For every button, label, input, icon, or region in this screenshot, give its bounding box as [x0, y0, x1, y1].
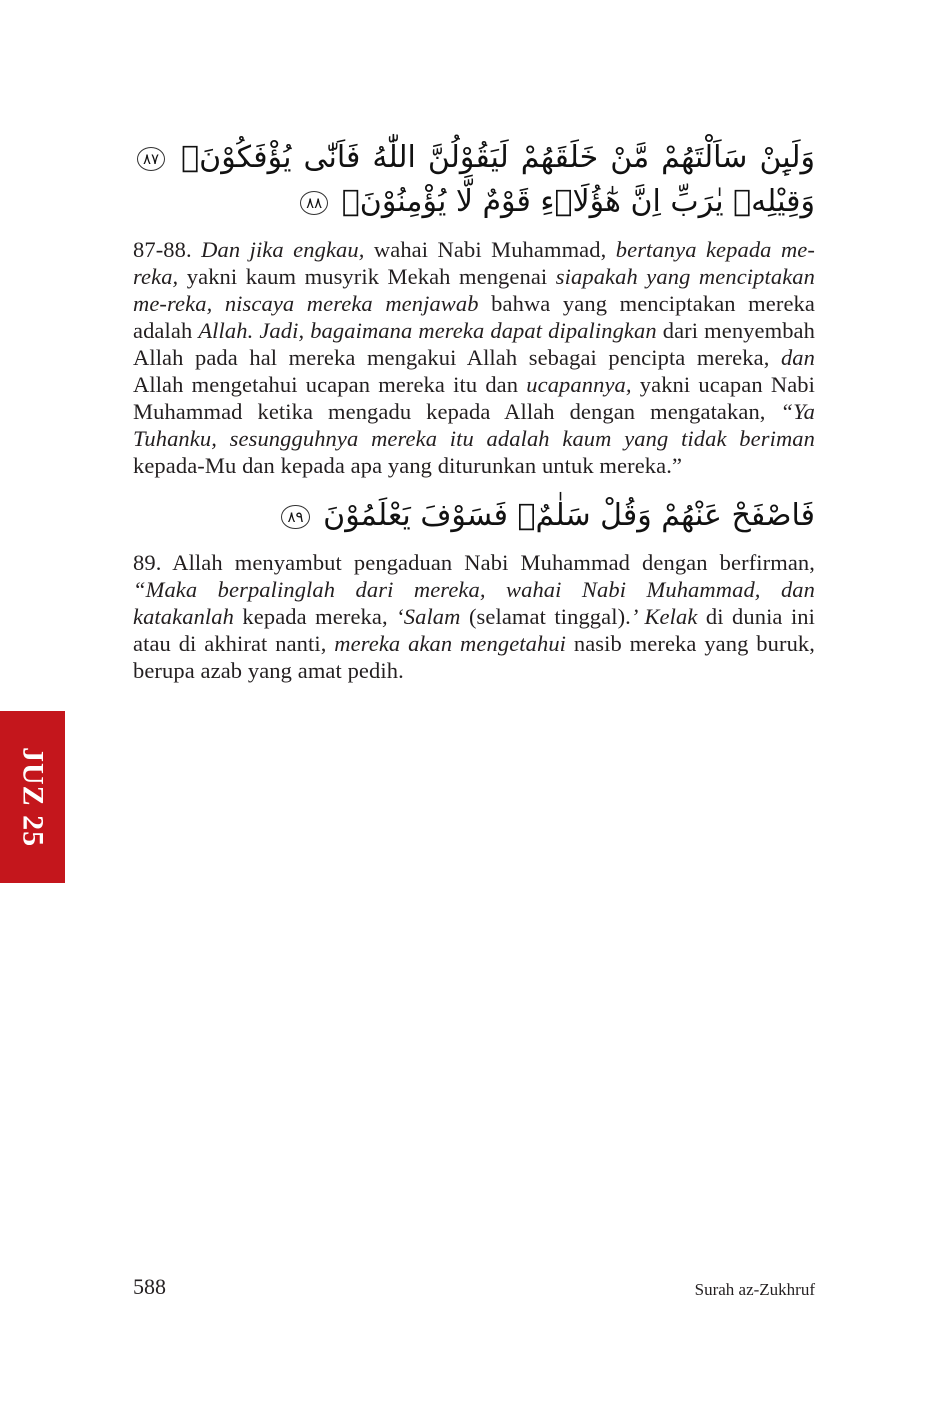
arabic-text-verse-87: وَلَىِٕنْ سَاَلْتَهُمْ مَّنْ خَلَقَهُمْ لَيَقُوْلُنَّ اللّٰهُ فَاَنّٰى يُؤْفَكُوْنَۙ: [181, 140, 815, 175]
quran-text: ucapannya,: [526, 372, 632, 397]
commentary-text: kepada-Mu dan kepada apa yang diturunkan untuk mereka.”: [133, 453, 683, 478]
arabic-text-verse-88: وَقِيْلِهٖ يٰرَبِّ اِنَّ هٰٓؤُلَاۤءِ قَوْمٌ لَّا يُؤْمِنُوْنَۘ: [341, 184, 815, 219]
arabic-text-verse-89: فَاصْفَحْ عَنْهُمْ وَقُلْ سَلٰمٌۗ فَسَوْفَ يَعْلَمُوْنَ: [323, 498, 815, 533]
quran-text: ‘Salam: [396, 604, 461, 629]
commentary-text: (selamat tinggal).: [460, 604, 631, 629]
page-number: 588: [133, 1274, 166, 1299]
quran-text: Dan jika engkau,: [201, 237, 365, 262]
quran-text: Allah. Jadi, bagaimana mereka dapat dipalingkan: [198, 318, 657, 343]
quran-text: bertanya kepada me-reka,: [133, 237, 815, 289]
quran-text: dan: [780, 345, 815, 370]
translation-verse-87-88: [133, 236, 815, 479]
commentary-text: Allah mengetahui ucapan mereka itu dan: [133, 372, 527, 397]
commentary-text: yakni kaum musyrik Mekah mengenai: [178, 264, 556, 289]
quran-text: siapakah yang menciptakan me-reka, niscaya mereka menjawab: [133, 264, 815, 316]
arabic-verse-87-88: [133, 136, 815, 224]
commentary-text: di dunia ini atau di akhirat nanti,: [133, 604, 815, 656]
quran-text: mereka akan mengetahui: [334, 631, 567, 656]
quran-text: ’ Kelak: [630, 604, 698, 629]
quran-text: “Maka berpalinglah dari mereka, wahai Nabi Muhammad, dan katakanlah: [133, 577, 815, 629]
commentary-text: dari menyembah Allah pada hal mereka mengakui Allah sebagai pencipta mereka,: [133, 318, 815, 370]
surah-name: Surah az-Zukhruf: [694, 1280, 815, 1299]
ayah-number-88: ٨٨: [300, 191, 328, 215]
commentary-text: kepada mereka,: [233, 604, 397, 629]
juz-label: JUZ 25: [16, 746, 50, 848]
translation-verse-89: [133, 549, 815, 684]
ayah-number-87: ٨٧: [137, 147, 165, 171]
arabic-verse-89: [133, 494, 815, 538]
commentary-text: nasib mereka yang buruk, berupa azab yang amat pedih.: [133, 631, 815, 683]
quran-text: “Ya Tuhanku, sesungguhnya mereka itu adalah kaum yang tidak beriman: [133, 399, 815, 451]
ayah-number-89: ٨٩: [281, 505, 309, 529]
juz-side-tab: [0, 711, 65, 883]
commentary-text: yakni ucapan Nabi Muhammad ketika mengadu kepada Allah dengan mengatakan,: [133, 372, 815, 424]
commentary-text: bahwa yang menciptakan mereka adalah: [133, 291, 815, 343]
commentary-text: 89. Allah menyambut pengaduan Nabi Muhammad dengan berfirman,: [133, 550, 815, 575]
commentary-text: wahai Nabi Muhammad,: [364, 237, 616, 262]
verse-number: 87-88.: [133, 237, 202, 262]
